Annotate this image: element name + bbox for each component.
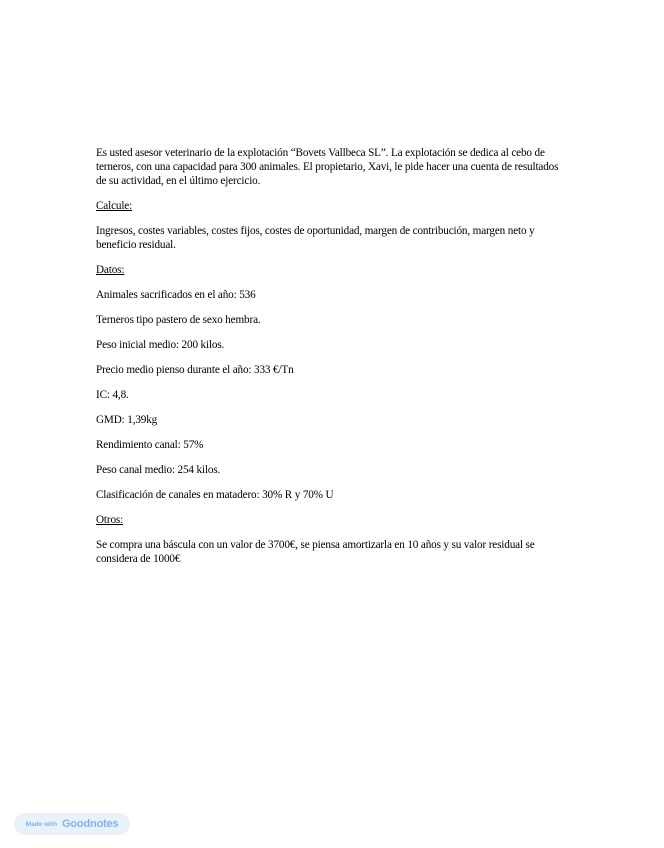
intro-paragraph: Es usted asesor veterinario de la explotación “Bovets Vallbeca SL”. La explotación se dedica al cebo de terneros, con una capacidad para 300 animales. El propietario, Xavi, le pide hacer una cuenta de resultados de su actividad, en el último ejercicio.	[96, 147, 559, 187]
datos-heading: Datos:	[96, 264, 125, 276]
badge-made-with: Made with	[25, 820, 58, 828]
datos-item: Clasificación de canales en matadero: 30% R y 70% U	[96, 489, 334, 501]
goodnotes-badge[interactable]	[14, 813, 130, 835]
datos-item: Rendimiento canal: 57%	[96, 439, 204, 451]
datos-item: GMD: 1,39kg	[96, 414, 158, 426]
calcule-heading: Calcule:	[96, 200, 133, 212]
datos-item: Terneros tipo pastero de sexo hembra.	[96, 314, 261, 326]
datos-item: Animales sacrificados en el año: 536	[96, 289, 256, 301]
datos-item: Precio medio pienso durante el año: 333 €/Tn	[96, 364, 294, 376]
calcule-paragraph: Ingresos, costes variables, costes fijos, costes de oportunidad, margen de contribución, margen neto y beneficio residual.	[96, 225, 535, 251]
datos-item: IC: 4,8.	[96, 389, 129, 401]
datos-item: Peso canal medio: 254 kilos.	[96, 464, 221, 476]
document-body	[96, 146, 570, 577]
datos-item: Peso inicial medio: 200 kilos.	[96, 339, 225, 351]
badge-brand: Goodnotes	[62, 818, 119, 830]
otros-heading: Otros:	[96, 514, 124, 526]
otros-paragraph: Se compra una báscula con un valor de 3700€, se piensa amortizarla en 10 años y su valor residual se considera de 1000€	[96, 539, 535, 565]
